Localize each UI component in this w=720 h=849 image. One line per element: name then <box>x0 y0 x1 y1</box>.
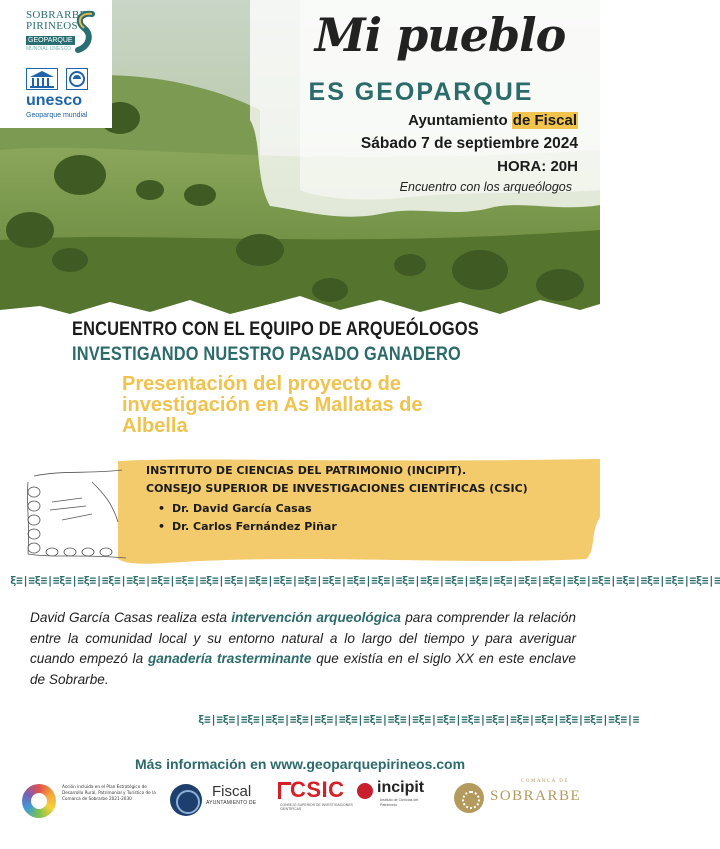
headline-encounter: ENCUENTRO CON EL EQUIPO DE ARQUEÓLOGOS <box>72 318 479 340</box>
incipit-logo: incipit <box>377 779 425 796</box>
incipit-subtitle: Instituto de Ciencias del Patrimonio <box>380 798 419 807</box>
body-text-2: para comprender la relación entre la comunidad local y su entorno natural a lo largo del tiempo y para averiguar cuando empezó la <box>30 610 576 666</box>
council-name: CONSEJO SUPERIOR DE INVESTIGACIONES CIENTÍFICAS (CSIC) <box>146 482 528 495</box>
sobrarbe-logo-line2: PIRINEOS <box>26 20 78 32</box>
more-info-link[interactable]: Más información en www.geoparquepirineos.com <box>134 756 466 772</box>
incipit-dot-icon <box>357 783 373 799</box>
venue-line <box>408 112 578 129</box>
venue-highlight: de Fiscal <box>512 112 577 129</box>
fiscal-badge-icon <box>170 784 202 816</box>
body-emphasis-2: ganadería trasterminante <box>147 651 312 666</box>
fiscal-wordmark: Fiscal <box>212 783 252 800</box>
geoparks-circle-icon <box>66 68 88 90</box>
researchers-list <box>158 500 337 536</box>
body-text-3: que existía en el siglo XX en este enclave de Sobrarbe. <box>30 651 576 687</box>
logos-panel <box>0 0 112 128</box>
body-text-1: David García Casas realiza esta <box>30 610 232 625</box>
institute-name: INSTITUTO DE CIENCIAS DEL PATRIMONIO (INCIPIT). <box>146 464 467 477</box>
sobrarbe-seal-icon <box>454 783 484 813</box>
sobrarbe-logo-line1: SOBRARBE <box>26 9 87 21</box>
body-emphasis-1: intervención arqueológica <box>231 610 401 625</box>
sobrarbe-wordmark: SOBRARBE <box>490 788 582 804</box>
archaeological-sketch-image <box>22 462 132 564</box>
presentation-title: Presentación del proyecto de investigación en As Mallatas de Albella <box>122 373 423 437</box>
decorative-pattern-divider: ξ≡|≡ξ≡|≡ξ≡|≡ξ≡|≡ξ≡|≡ξ≡|≡ξ≡|≡ξ≡|≡ξ≡|≡ξ≡|≡ξ≡|≡ξ≡|≡ξ≡|≡ξ≡|≡ξ≡|≡ξ≡|≡ξ≡|≡ξ≡|≡ <box>198 713 639 726</box>
description-paragraph <box>30 608 576 690</box>
researcher-item: • Dr. Carlos Fernández Piñar <box>158 518 337 536</box>
comarca-label: COMARCA DE <box>521 779 569 784</box>
page-title: Mi pueblo <box>314 8 566 62</box>
sobrarbe-logo-line4: MUNDIAL UNESCO <box>26 46 72 52</box>
page-subtitle: ES GEOPARQUE <box>308 78 534 106</box>
unesco-wordmark: unesco <box>26 92 83 109</box>
unesco-temple-icon <box>26 68 58 90</box>
unesco-subtitle: Geoparque mundial <box>26 112 88 119</box>
event-description: Encuentro con los arqueólogos <box>399 180 572 194</box>
researcher-item: • Dr. David García Casas <box>158 500 337 518</box>
unesco-logo <box>26 68 110 126</box>
plan-strategic-text: Acción incluida en el Plan Estratégico de Desarrollo Rural, Patrimonial y Turístico de la Comarca de Sobrarbe 2021-2030 <box>62 784 156 802</box>
headline-investigating: INVESTIGANDO NUESTRO PASADO GANADERO <box>72 343 461 365</box>
fiscal-subtitle: AYUNTAMIENTO DE <box>206 800 257 806</box>
event-time: HORA: 20H <box>497 158 578 175</box>
sobrarbe-s-icon <box>74 10 96 56</box>
sponsor-footer <box>0 774 600 849</box>
decorative-pattern-divider: ξ≡|≡ξ≡|≡ξ≡|≡ξ≡|≡ξ≡|≡ξ≡|≡ξ≡|≡ξ≡|≡ξ≡|≡ξ≡|≡ξ≡|≡ξ≡|≡ξ≡|≡ξ≡|≡ξ≡|≡ξ≡|≡ξ≡|≡ξ≡|≡ξ≡|≡ξ≡|≡ξ≡|≡ξ≡|≡ξ≡|≡ξ≡|≡ξ≡|≡ξ≡|≡ξ≡|≡ξ≡|≡ξ≡|≡ <box>10 574 720 587</box>
event-date: Sábado 7 de septiembre 2024 <box>360 135 578 152</box>
sobrarbe-logo-line3: GEOPARQUE <box>28 37 73 44</box>
csic-logo: CSIC <box>290 777 345 802</box>
venue-prefix: Ayuntamiento <box>408 112 512 129</box>
plan-rosette-icon <box>22 784 56 818</box>
sobrarbe-geoparque-logo <box>26 10 94 60</box>
csic-subtitle: CONSEJO SUPERIOR DE INVESTIGACIONES CIENTÍFICAS <box>280 803 353 811</box>
